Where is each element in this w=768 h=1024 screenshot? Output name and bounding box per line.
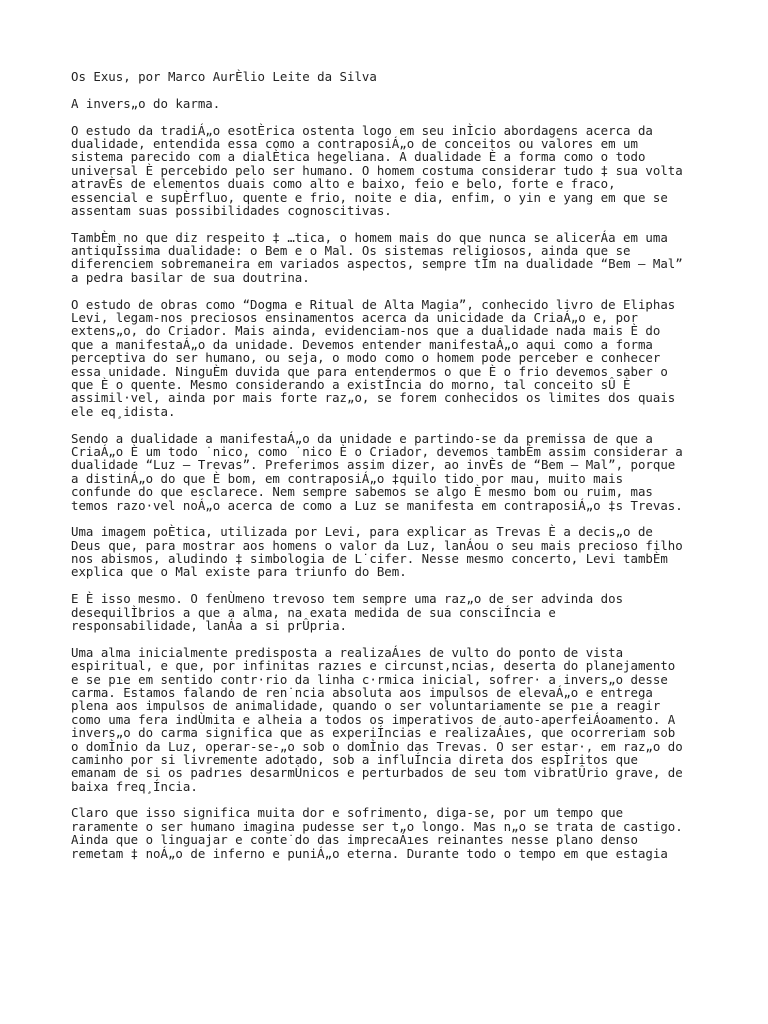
- text-line: explica que o Mal existe para triunfo do Bem.: [71, 564, 407, 580]
- text-line: que a manifestaÁ„o da unidade. Devemos entender manifestaÁ„o aqui como a forma: [71, 336, 653, 352]
- paragraph: [71, 525, 761, 579]
- text-line: confunde do que esclarece. Nem sempre sabemos se algo È mesmo bom ou ruim, mas: [71, 484, 653, 500]
- paragraph-container: [71, 124, 761, 794]
- text-line: Uma alma inicialmente predisposta a realizaÁıes de vulto do ponto de vista: [71, 644, 624, 660]
- text-line: e se pıe em sentido contr·rio da linha c·rmica inicial, sofrer· a invers„o desse: [71, 671, 668, 687]
- text-line: invers„o do carma significa que as experiÍncias e realizaÁıes, que ocorreriam sob: [71, 725, 676, 741]
- text-line: ele eq¸idista.: [71, 403, 176, 419]
- text-line: a distinÁ„o do que È bom, em contraposiÁ„o ‡quilo tido por mau, muito mais: [71, 470, 624, 486]
- text-line: emanam de si os padrıes desarmÙnicos e perturbados de seu tom vibratÛrio grave, de: [71, 765, 683, 781]
- text-line: Uma imagem poÈtica, utilizada por Levi, para explicar as Trevas È a decis„o de: [71, 524, 653, 540]
- text-line: assentam suas possibilidades cognoscitivas.: [71, 202, 392, 218]
- paragraph: [71, 592, 761, 632]
- document-body: [71, 70, 761, 860]
- text-line: como uma fera indÙmita e alheia a todos os imperativos de auto-aperfeiÁoamento. A: [71, 711, 676, 727]
- text-line: responsabilidade, lanÁa a si prÛpria.: [71, 618, 348, 634]
- text-line: antiquÌssima dualidade: o Bem e o Mal. Os sistemas religiosos, ainda que se: [71, 243, 631, 259]
- text-line: Deus que, para mostrar aos homens o valor da Luz, lanÁou o seu mais precioso filho: [71, 537, 683, 553]
- text-line: TambÈm no que diz respeito ‡ …tica, o homem mais do que nunca se alicerÁa em uma: [71, 229, 668, 245]
- text-line: Sendo a dualidade a manifestaÁ„o da unidade e partindo-se da premissa de que a: [71, 430, 653, 446]
- text-line: essa unidade. NinguÈm duvida que para entendermos o que È o frio devemos saber o: [71, 363, 668, 379]
- text-line: raramente o ser humano imagina pudesse ser t„o longo. Mas n„o se trata de castigo.: [71, 818, 683, 834]
- text-line: nos abismos, aludindo ‡ simbologia de L˙cifer. Nesse mesmo concerto, Levi tambÈm: [71, 551, 668, 567]
- text-line: extens„o, do Criador. Mais ainda, evidenciam-nos que a dualidade nada mais È do: [71, 323, 661, 339]
- text-line: Ainda que o linguajar e conte˙do das imprecaÁıes reinantes nesse plano denso: [71, 832, 638, 848]
- header-line: Os Exus, por Marco AurÈlio Leite da Silva: [71, 69, 377, 84]
- text-line: que È o quente. Mesmo considerando a existÍncia do morno, tal conceito sÛ È: [71, 376, 631, 392]
- paragraph: [71, 124, 761, 218]
- text-line: O estudo da tradiÁ„o esotÈrica ostenta logo em seu inÌcio abordagens acerca da: [71, 122, 653, 138]
- text-line: a pedra basilar de sua doutrina.: [71, 269, 310, 285]
- text-line: atravÈs de elementos duais como alto e baixo, feio e belo, forte e fraco,: [71, 176, 616, 192]
- text-line: E È isso mesmo. O fenÙmeno trevoso tem sempre uma raz„o de ser advinda dos: [71, 591, 624, 607]
- text-line: Claro que isso significa muita dor e sofrimento, diga-se, por um tempo que: [71, 805, 624, 821]
- text-line: carma. Estamos falando de ren˙ncia absoluta aos impulsos de elevaÁ„o e entrega: [71, 684, 653, 700]
- paragraph: [71, 298, 761, 419]
- text-line: espiritual, e que, por infinitas razıes e circunst‚ncias, deserta do planejamento: [71, 658, 676, 674]
- text-line: temos razo·vel noÁ„o acerca de como a Luz se manifesta em contraposiÁ„o ‡s Trevas.: [71, 497, 683, 513]
- text-line: assimil·vel, ainda por mais forte raz„o, se forem conhecidos os limites dos quais: [71, 390, 676, 406]
- paragraph: [71, 646, 761, 793]
- text-line: Levi, legam-nos preciosos ensinamentos acerca da unicidade da CriaÁ„o e, por: [71, 310, 638, 326]
- paragraph: [71, 432, 761, 512]
- text-line: O estudo de obras como “Dogma e Ritual de Alta Magia”, conhecido livro de Eliphas: [71, 296, 676, 312]
- text-line: sistema parecido com a dialÈtica hegeliana. A dualidade È a forma como o todo: [71, 149, 646, 165]
- document-subtitle: [71, 97, 761, 110]
- paragraph: [71, 231, 761, 285]
- text-line: CriaÁ„o È um todo ˙nico, como ˙nico È o Criador, devemos tambÈm assim considerar a: [71, 443, 683, 459]
- text-line: diferenciem sobremaneira em variados aspectos, sempre tÍm na dualidade “Bem — Mal”: [71, 256, 683, 272]
- text-line: caminho por si livremente adotado, sob a influÍncia direta dos espÌritos que: [71, 751, 638, 767]
- text-line: dualidade, entendida essa como a contraposiÁ„o de conceitos ou valores em um: [71, 135, 638, 151]
- document-header: [71, 70, 761, 83]
- text-line: remetam ‡ noÁ„o de inferno e puniÁ„o eterna. Durante todo o tempo em que estagia: [71, 845, 668, 861]
- text-line: perceptiva do ser humano, ou seja, o modo como o homem pode perceber e conhecer: [71, 350, 661, 366]
- text-line: dualidade “Luz — Trevas”. Preferimos assim dizer, ao invÈs de “Bem — Mal”, porque: [71, 457, 676, 473]
- text-line: o domÌnio da Luz, operar-se-„o sob o domÌnio das Trevas. O ser estar·, em raz„o do: [71, 738, 683, 754]
- text-line: universal È percebido pelo ser humano. O homem costuma considerar tudo ‡ sua volta: [71, 162, 683, 178]
- paragraph-final: [71, 806, 761, 860]
- text-line: baixa freq¸Íncia.: [71, 778, 198, 794]
- text-line: essencial e supÈrfluo, quente e frio, noite e dia, enfim, o yin e yang em que se: [71, 189, 668, 205]
- subtitle-line: A invers„o do karma.: [71, 95, 221, 111]
- text-line: plena aos impulsos de animalidade, quando o ser voluntariamente se pıe a reagir: [71, 698, 661, 714]
- text-line: desequilÌbrios a que a alma, na exata medida de sua consciÍncia e: [71, 604, 556, 620]
